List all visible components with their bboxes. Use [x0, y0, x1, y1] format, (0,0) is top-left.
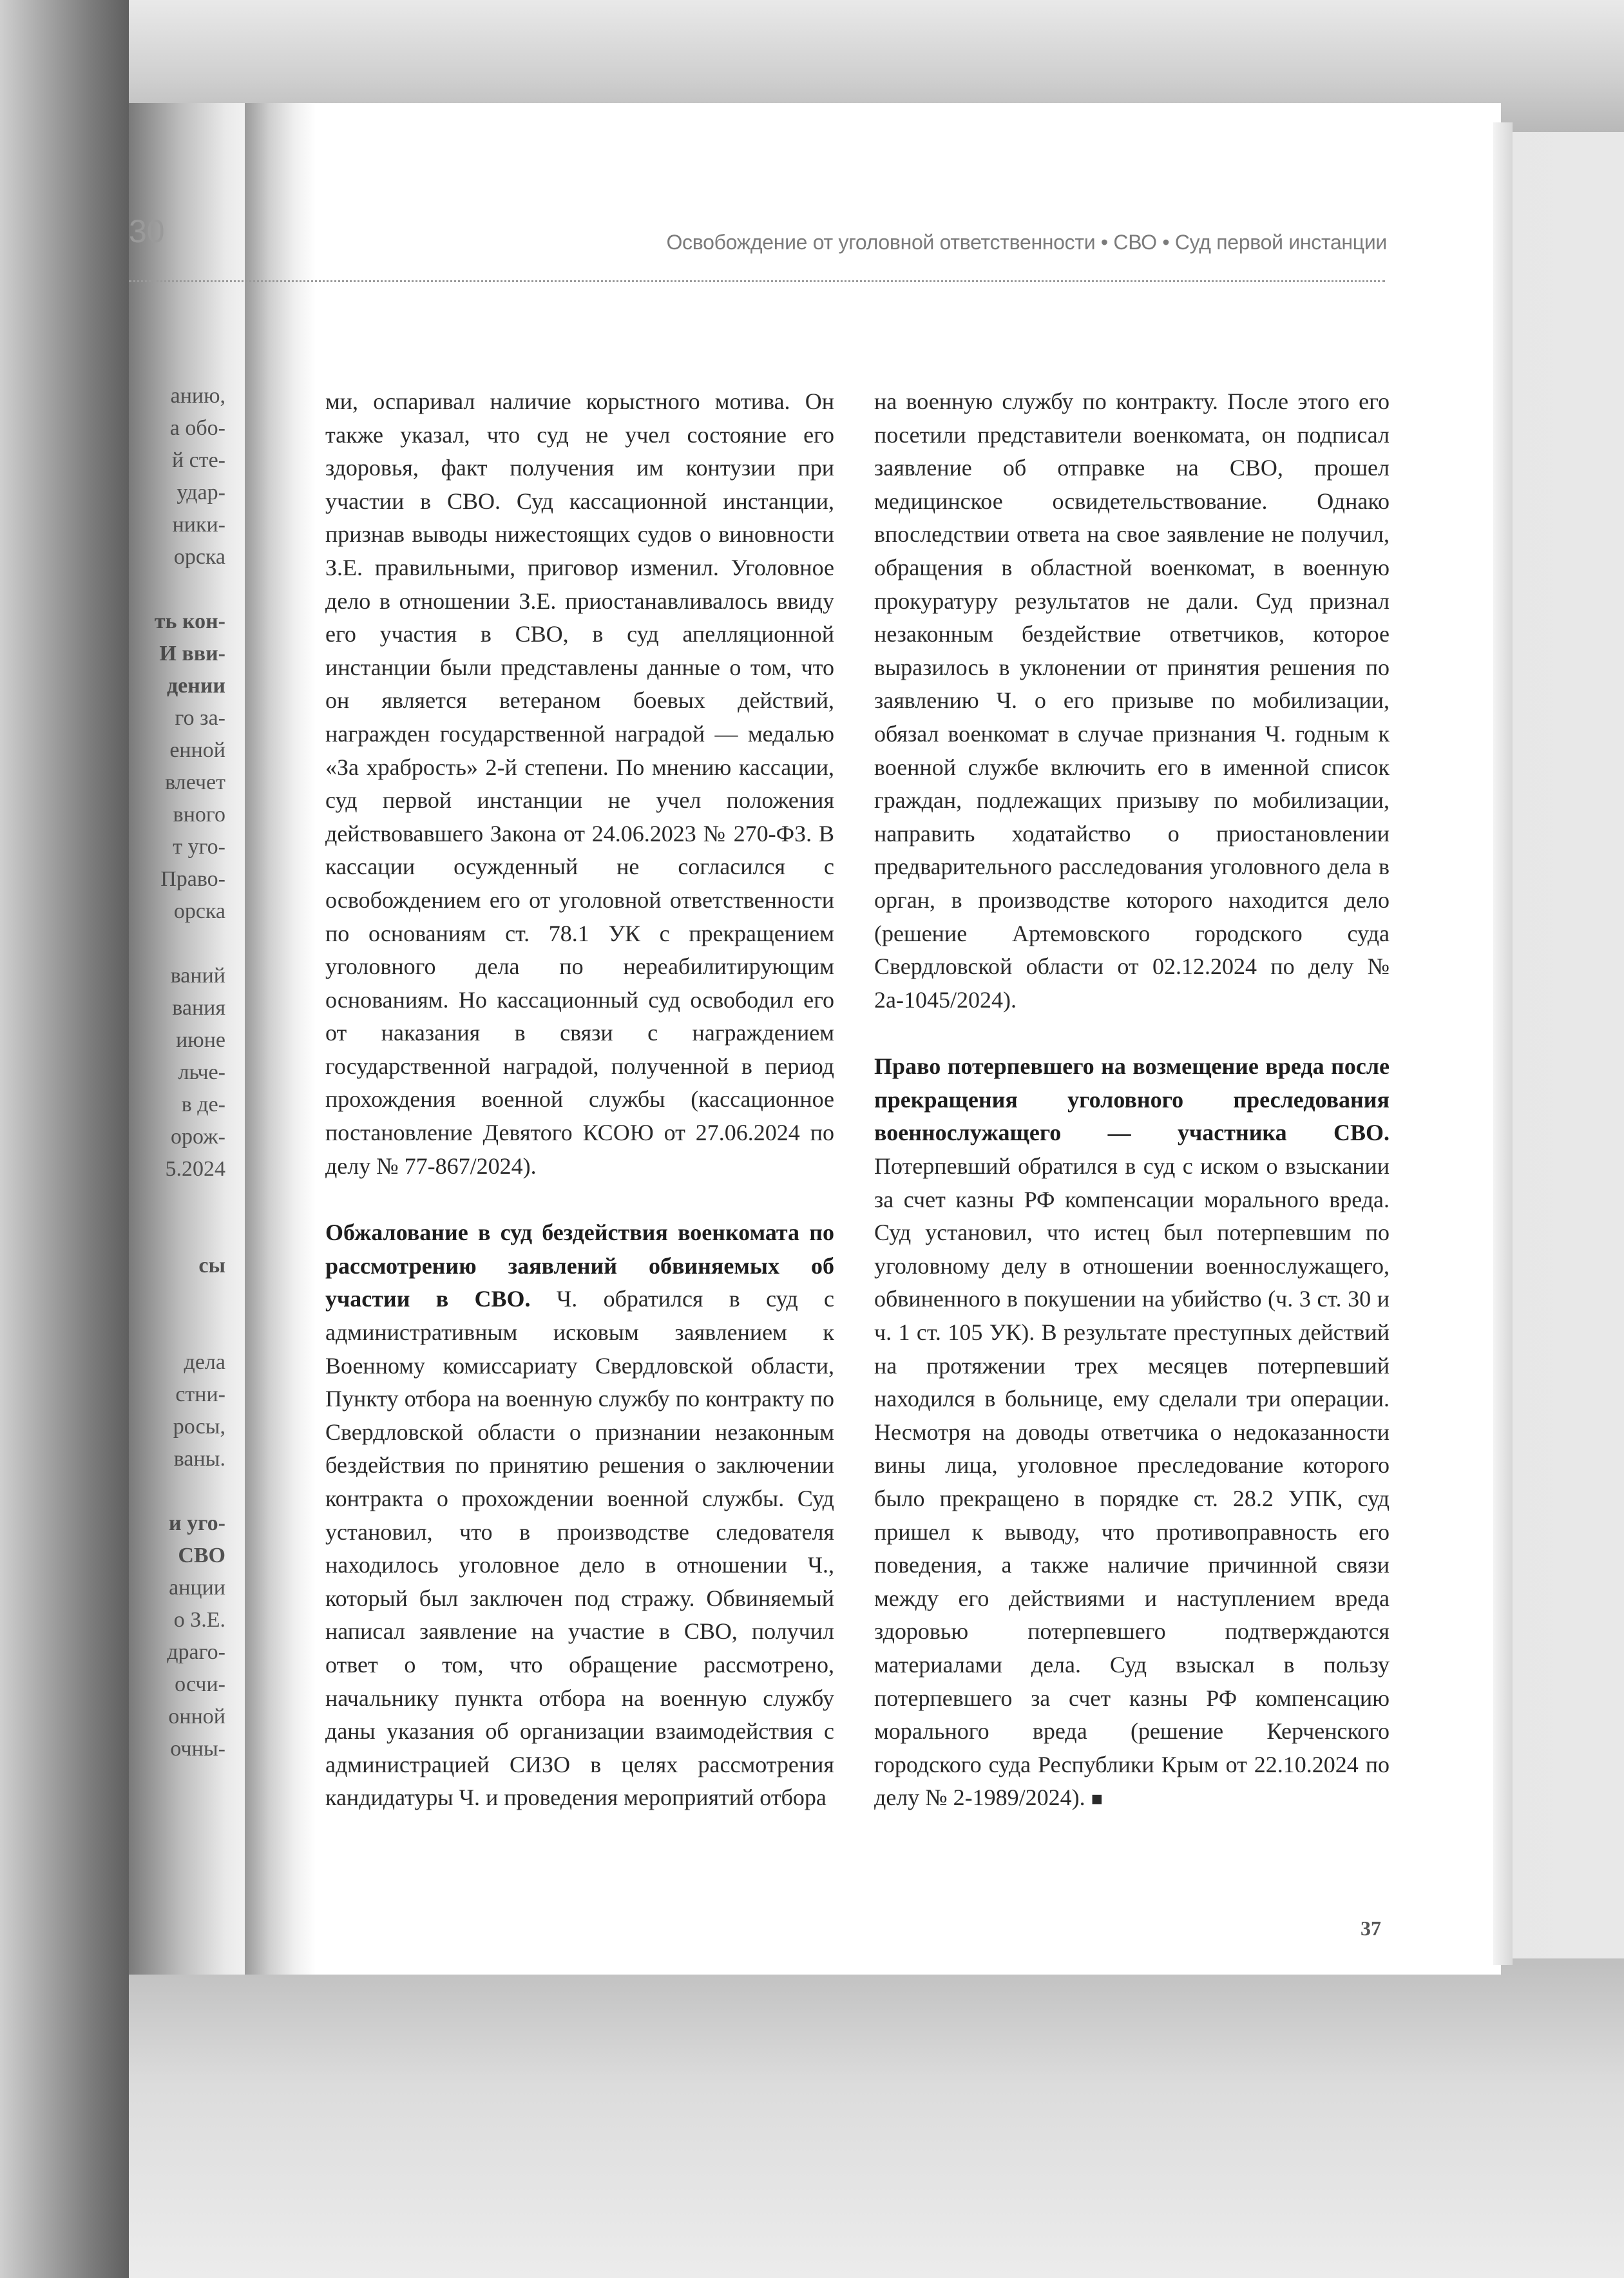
paragraph	[325, 1216, 834, 1815]
fragment-line: онной	[168, 1705, 225, 1728]
fragment-line: драго-	[167, 1640, 225, 1664]
fragment-line: т уго-	[173, 835, 225, 859]
fragment-line: ваны.	[173, 1447, 225, 1471]
fragment-line: орож-	[171, 1125, 225, 1149]
fragment-line: а обо-	[169, 416, 225, 440]
fragment-line: И вви-	[159, 642, 225, 665]
fragment-line: 5.2024	[165, 1157, 225, 1181]
fragment-line: очны-	[170, 1737, 225, 1761]
fragment-line: го за-	[175, 706, 225, 730]
fragment-line: енной	[169, 738, 225, 762]
page-edge-right	[1493, 122, 1513, 1965]
fragment-line: анию,	[170, 384, 225, 408]
fragment-line: удар-	[177, 481, 225, 504]
fragment-line: влечет	[165, 770, 225, 794]
fragment-line	[129, 928, 225, 960]
fragment-line: орска	[173, 899, 225, 923]
scanner-shadow-left	[0, 0, 129, 2278]
section-heading: Право потерпевшего на возмещение вреда после прекращения уголовного преследования военнослужащего — участника СВО.	[874, 1053, 1390, 1146]
section-heading: Обжалование в суд бездействия военкомата по рассмотрению заявлений обвиняемых об участии в СВО.	[325, 1220, 834, 1312]
fragment-line: в де-	[181, 1093, 225, 1116]
fragment-line	[129, 1475, 225, 1508]
end-of-article-mark: ■	[1091, 1788, 1103, 1810]
fragment-line: сы	[198, 1254, 225, 1278]
fragment-line: о З.Е.	[173, 1608, 225, 1632]
column-right	[874, 385, 1390, 1816]
fragment-line: орска	[173, 545, 225, 569]
fragment-line: вного	[173, 803, 225, 827]
scanner-shadow-bottom	[0, 1958, 1624, 2278]
paragraph	[874, 1050, 1390, 1816]
fragment-line: й сте-	[171, 448, 225, 472]
paragraph: ми, оспаривал наличие корыстного мотива. Он также указал, что суд не учел состояние его здоровья, факт получения им контузии при участии в СВО. Суд кассационной инстанции, признав выводы нижестоящих судов о виновности З.Е. правильными, приговор изменил. Уголовное дело в отношении З.Е. приостанавливалось ввиду его участия в СВО, в суд апелляционной инстанции были представлены данные о том, что он является ветераном боевых действий, награжден государственной наградой — медалью «За храбрость» 2-й степени. По мнению кассации, суд первой инстанции не учел положения действовавшего Закона от 24.06.2023 № 270-ФЗ. В кассации осужденный не согласился с освобождением его от уголовной ответственности по основаниям ст. 78.1 УК с прекращением уголовного дела по нереабилитирующим основаниям. Но кассационный суд освободил его от наказания в связи с награждением государственной наградой, полученной в период прохождения военной службы (кассационное постановление Девятого КСОЮ от 27.06.2024 по делу № 77-867/2024).	[325, 388, 834, 1179]
paragraph-body: Ч. обратился в суд с административным исковым заявлением к Военному комиссариату Свердловской области, Пункту отбора на военную службу по контракту по Свердловской области о признании незаконным бездействия по принятию решения о заключении контракта о прохождении военной службы. Суд установил, что в производстве следователя находилось уголовное дело в отношении Ч., который был заключен под стражу. Обвиняемый написал заявление на участие в СВО, получил ответ о том, что обращение рассмотрено, начальнику пункта отбора на военную службу даны указания об организации взаимодействия с администрацией СИЗО в целях рассмотрения кандидатуры Ч. и проведения мероприятий отбора	[325, 1286, 834, 1811]
fragment-line	[129, 1282, 225, 1314]
fragment-line: дела	[184, 1350, 225, 1374]
fragment-line: июне	[176, 1028, 225, 1052]
fragment-line	[129, 1185, 225, 1218]
column-middle	[325, 385, 834, 1815]
book-gutter	[245, 103, 316, 1975]
fragment-line: осчи-	[175, 1672, 225, 1696]
fragment-line: и уго-	[168, 1511, 225, 1535]
fragment-line: дении	[166, 674, 225, 698]
fragment-line	[129, 1314, 225, 1346]
fragment-line: росы,	[173, 1415, 225, 1439]
facing-page-text-fragments	[129, 380, 225, 1765]
running-header: Освобождение от уголовной ответственности • СВО • Суд первой инстанции	[666, 231, 1387, 254]
fragment-line: СВО	[178, 1544, 225, 1567]
facing-page-header-fragment: 30	[129, 213, 165, 249]
fragment-line: анции	[169, 1576, 225, 1600]
fragment-line: льче-	[178, 1060, 225, 1084]
fragment-line: ть кон-	[154, 609, 225, 633]
fragment-line	[129, 573, 225, 606]
fragment-line: ваний	[170, 964, 225, 988]
fragment-line: стни-	[175, 1383, 225, 1406]
page-number: 37	[1361, 1917, 1381, 1940]
fragment-line	[129, 1218, 225, 1250]
header-dotted-rule	[129, 280, 1385, 282]
paragraph: на военную службу по контракту. После этого его посетили представители военкомата, он подписал заявление об отправке на СВО, прошел медицинское освидетельствование. Однако впоследствии ответа на свое заявление не получил, обращения в областной военкомат, в военную прокуратуру результатов не дали. Суд признал незаконным бездействие ответчиков, которое выразилось в уклонении от принятия решения по заявлению Ч. о его призыве по мобилизации, обязал военкомат в случае признания Ч. годным к военной службе включить его в именной список граждан, подлежащих призыву по мобилизации, направить ходатайство о приостановлении предварительного расследования уголовного дела в орган, в производстве которого находится дело (решение Артемовского городского суда Свердловской области от 02.12.2024 по делу № 2а-1045/2024).	[874, 388, 1390, 1013]
fragment-line: ники-	[172, 513, 225, 537]
fragment-line: вания	[172, 996, 225, 1020]
fragment-line: Право-	[160, 867, 225, 891]
paragraph-body: Потерпевший обратился в суд с иском о взыскании за счет казны РФ компенсации морального вреда. Суд установил, что истец был потерпевшим по уголовному делу в отношении военнослужащего, обвиненного в покушении на убийство (ч. 3 ст. 30 и ч. 1 ст. 105 УК). В результате преступных действий на протяжении трех месяцев потерпевший находился в больнице, ему сделали три операции. Несмотря на доводы ответчика о недоказанности вины лица, уголовное преследование которого было прекращено в порядке ст. 28.2 УПК, суд пришел к выводу, что противоправность его поведения, а также наличие причинной связи между его действиями и наступлением вреда здоровью потерпевшего подтверждаются материалами дела. Суд взыскал в пользу потерпевшего за счет казны РФ компенсацию морального вреда (решение Керченского городского суда Республики Крым от 22.10.2024 по делу № 2-1989/2024).	[874, 1153, 1390, 1811]
